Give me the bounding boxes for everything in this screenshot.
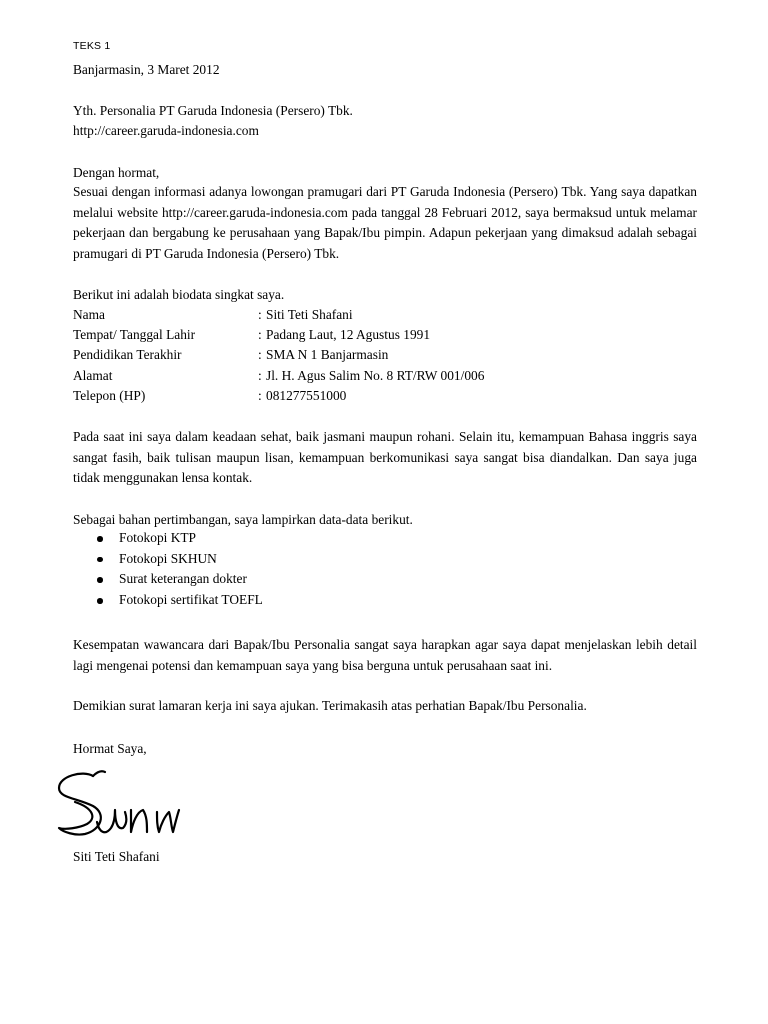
list-item: [73, 549, 263, 570]
biodata-intro: Berikut ini adalah biodata singkat saya.: [73, 287, 285, 302]
list-item: [73, 590, 263, 611]
biodata-value: 081277551000: [266, 388, 347, 403]
attachments-intro: Sebagai bahan pertimbangan, saya lampirkan data-data berikut.: [73, 512, 413, 527]
handwritten-signature: [53, 762, 193, 844]
biodata-key: Pendidikan Terakhir: [73, 347, 182, 362]
bullet-icon: [97, 598, 103, 604]
biodata-separator: :: [258, 368, 262, 383]
paragraph-intro: Sesuai dengan informasi adanya lowongan pramugari dari PT Garuda Indonesia (Persero) Tbk. Yang saya dapatkan melalui website http://career.garuda-indonesia.com pada tanggal 28 Februari 2012, saya bermaksud untuk melamar pekerjaan dan bergabung ke perusahaan yang Bapak/Ibu pimpin. Adapun pekerjaan yang dimaksud adalah sebagai pramugari di PT Garuda Indonesia (Persero) Tbk.: [73, 184, 697, 261]
biodata-separator: :: [258, 388, 262, 403]
biodata-separator: :: [258, 347, 262, 362]
biodata-value: Siti Teti Shafani: [266, 307, 353, 322]
attachment-label: Fotokopi sertifikat TOEFL: [119, 592, 263, 608]
recipient-line-1: Yth. Personalia PT Garuda Indonesia (Persero) Tbk.: [73, 103, 353, 118]
attachment-label: Fotokopi SKHUN: [119, 550, 217, 566]
salutation: Dengan hormat,: [73, 165, 160, 180]
biodata-value: Padang Laut, 12 Agustus 1991: [266, 327, 431, 342]
attachment-label: Fotokopi KTP: [119, 530, 197, 545]
biodata-key: Telepon (HP): [73, 388, 146, 403]
biodata-key: Alamat: [73, 368, 113, 383]
attachments-list: [73, 528, 263, 611]
header-label: TEKS 1: [73, 40, 111, 52]
list-item: [73, 528, 263, 549]
attachment-label: Surat keterangan dokter: [119, 571, 247, 587]
date-line: Banjarmasin, 3 Maret 2012: [73, 62, 220, 77]
recipient-line-2: http://career.garuda-indonesia.com: [73, 123, 259, 138]
biodata-value: Jl. H. Agus Salim No. 8 RT/RW 001/006: [266, 368, 485, 383]
biodata-key: Tempat/ Tanggal Lahir: [73, 327, 196, 342]
biodata-key: Nama: [73, 307, 105, 322]
signer-name: Siti Teti Shafani: [73, 849, 160, 864]
biodata-separator: :: [258, 307, 262, 322]
biodata-separator: :: [258, 327, 262, 342]
closing-line: Hormat Saya,: [73, 741, 147, 756]
paragraph-interview: Kesempatan wawancara dari Bapak/Ibu Personalia sangat saya harapkan agar saya dapat menjelaskan lebih detail lagi mengenai potensi dan kemampuan saya yang bisa berguna untuk perusahaan saat ini.: [73, 637, 697, 673]
biodata-value: SMA N 1 Banjarmasin: [266, 347, 389, 362]
paragraph-health: Pada saat ini saya dalam keadaan sehat, baik jasmani maupun rohani. Selain itu, kemampuan Bahasa inggris saya sangat fasih, baik tulisan maupun lisan, kemampuan berkomunikasi saya sangat bisa diandalkan. Dan saya juga tidak menggunakan lensa kontak.: [73, 429, 697, 485]
bullet-icon: [97, 557, 103, 563]
list-item: [73, 569, 263, 590]
bullet-icon: [97, 536, 103, 542]
bullet-icon: [97, 577, 103, 583]
paragraph-closing: Demikian surat lamaran kerja ini saya ajukan. Terimakasih atas perhatian Bapak/Ibu Personalia.: [73, 698, 587, 713]
